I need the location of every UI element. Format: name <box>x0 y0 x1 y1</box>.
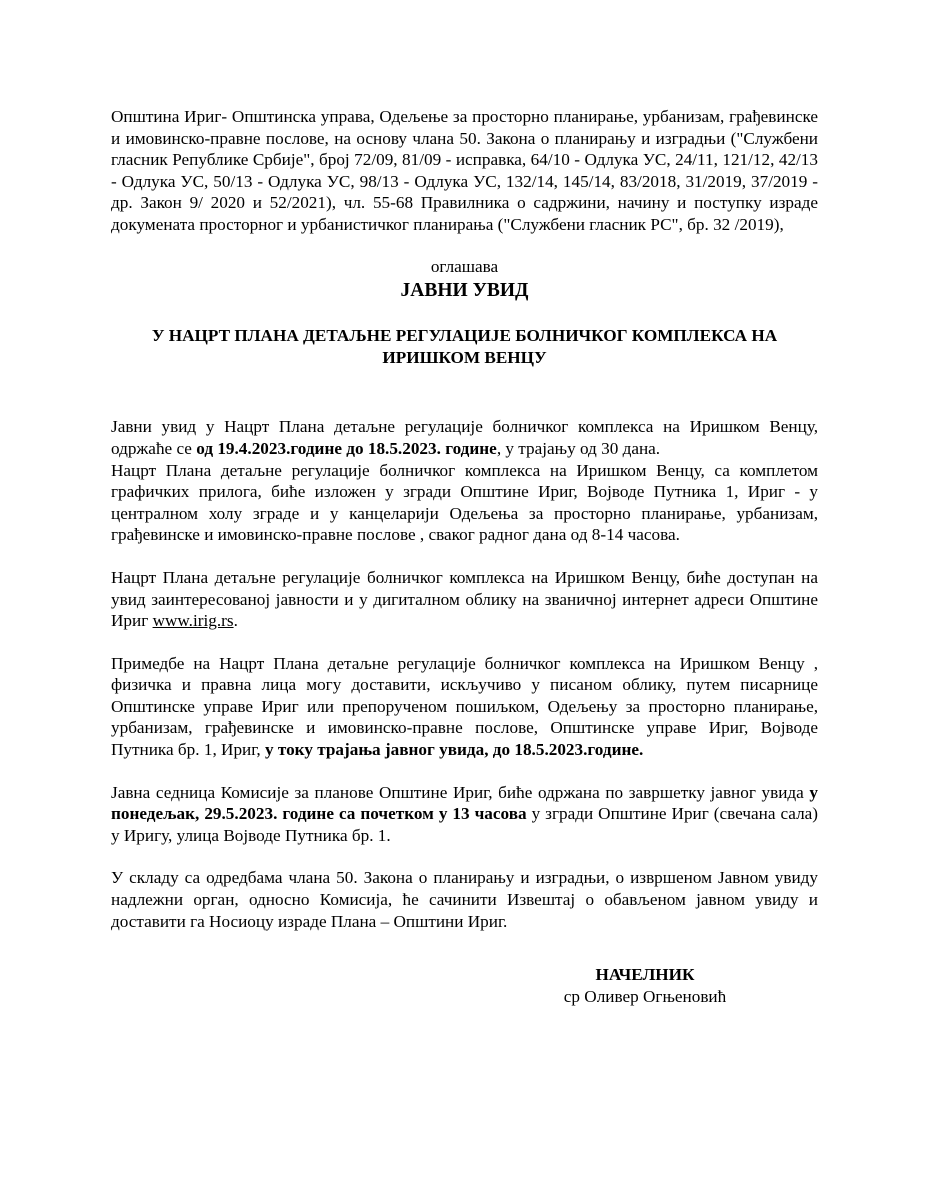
paragraph-objections-deadline: у току трајања јавног увида, до 18.5.2023.године. <box>264 740 644 760</box>
paragraph-digital-end: . <box>233 611 238 631</box>
document-body <box>111 106 818 932</box>
paragraph-digital <box>111 567 818 632</box>
paragraph-report: У складу са одредбама члана 50. Закона о планирању и изградњи, о извршеном Јавном увиду надлежни орган, односно Комисија, ће сачинити Извештај о обављеном јавном увиду и доставити га Носиоцу израде Плана – Општини Ириг. <box>111 868 818 931</box>
website-link[interactable]: www.irig.rs <box>152 611 234 631</box>
paragraph-objections <box>111 653 818 761</box>
document-subject: У НАЦРТ ПЛАНА ДЕТАЉНЕ РЕГУЛАЦИЈЕ БОЛНИЧКОГ КОМПЛЕКСА НА ИРИШКОМ ВЕНЦУ <box>151 326 778 367</box>
paragraph-exhibition: Нацрт Плана детаљне регулације болничког комплекса на Иришком Венцу, са комплетом графичких прилога, биће изложен у згради Општине Ириг, Војводе Путника 1, Ириг - у централном холу зграде и у канцеларији Одељења за просторно планирање, урбанизам, грађевинске и имовинско-правне послове , сваког радног дана од 8-14 часова. <box>111 460 818 545</box>
intro-paragraph: Општина Ириг- Општинска управа, Одељење за просторно планирање, урбанизам, грађевинске и имовинско-правне послове, на основу члана 50. Закона о планирању и изградњи ("Службени гласник Републике Србије", број 72/09, 81/09 - исправка, 64/10 - Одлука УС, 24/11, 121/12, 42/13 - Одлука УС, 50/13 - Одлука УС, 98/13 - Одлука УС, 132/14, 145/14, 83/2018, 31/2019, 37/2019 - др. Закон 9/ 2020 и 52/2021), чл. 55-68 Правилника о садржини, начину и поступку израде докумената просторног и урбанистичког планирања ("Службени гласник РС", бр. 32 /2019), <box>111 107 818 234</box>
paragraph-session-place: у згради Општине Ириг (свечана сала) у Иригу, улица Војводе Путника бр. 1. <box>111 804 818 845</box>
signature-name: ср Оливер Огњеновић <box>563 986 727 1006</box>
signature-role: НАЧЕЛНИК <box>595 965 695 984</box>
paragraph-session-text: Јавна седница Комисије за планове Општине Ириг, биће одржана по завршетку јавног увида <box>111 782 810 802</box>
paragraph-dates-period: од 19.4.2023.године до 18.5.2023. године <box>196 438 497 458</box>
paragraph-objections-text: Примедбе на Нацрт Плана детаљне регулације болничког комплекса на Иришком Венцу , физичка и правна лица могу доставити, искључиво у писаном облику, путем писарнице Општинске управе Ириг или препорученом пошиљком, Одељењу за просторно планирање, урбанизам, грађевинске и имовинско-правне послове, Општинске управе Ириг, Војводе Путника бр. 1, Ириг, <box>111 653 818 760</box>
document-title: ЈАВНИ УВИД <box>400 280 529 302</box>
paragraph-dates-text: Јавни увид у Нацрт Плана детаљне регулације болничког комплекса на Иришком Венцу, одржаће се <box>111 417 818 458</box>
paragraph-dates <box>111 416 818 459</box>
announce-text: оглашава <box>430 256 499 276</box>
paragraph-session <box>111 782 818 847</box>
paragraph-digital-text: Нацрт Плана детаљне регулације болничког комплекса на Иришком Венцу, биће доступан на увид заинтересованој јавности и у дигиталном облику на званичној интернет адреси Општине Ириг <box>111 567 818 631</box>
paragraph-session-date: у понедељак, 29.5.2023. године са почетком у 13 часова <box>111 782 818 824</box>
signature-block <box>545 964 745 1007</box>
paragraph-dates-duration: , у трајању од 30 дана. <box>496 438 661 458</box>
